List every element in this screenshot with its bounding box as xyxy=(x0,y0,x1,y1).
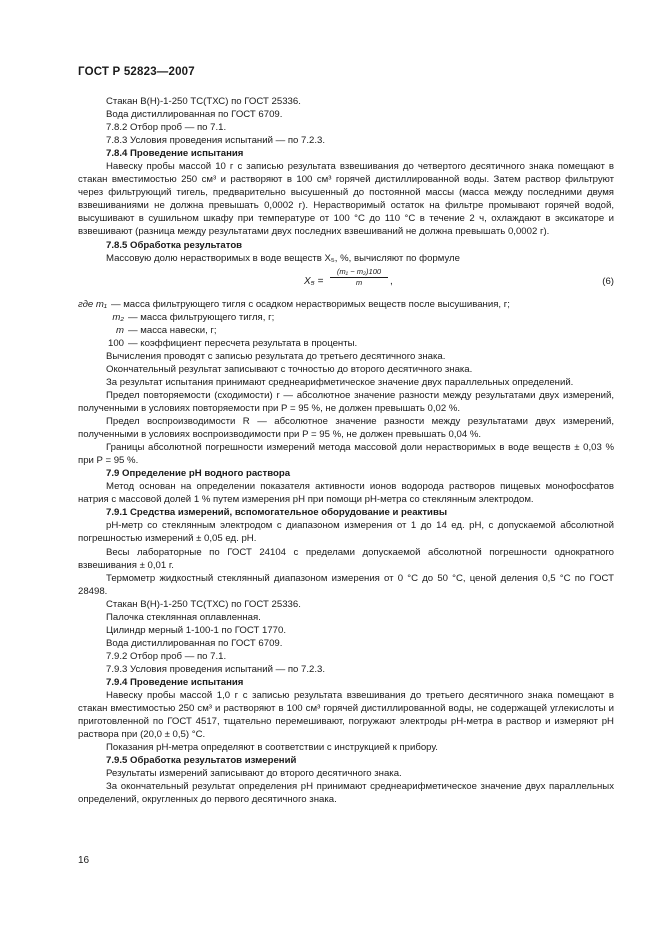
definition-term: m₂ xyxy=(112,311,124,323)
section-line: 7.8.3 Условия проведения испытаний — по 7.2.3. xyxy=(106,135,326,147)
definition-row xyxy=(78,324,614,337)
paragraph: Термометр жидкостный стеклянный диапазоном измерения от 0 °С до 50 °С, ценой деления 0,5 °С по ГОСТ 28498. xyxy=(78,572,614,597)
equipment-line: Цилиндр мерный 1-100-1 по ГОСТ 1770. xyxy=(106,624,286,636)
section-heading: 7.9 Определение рН водного раствора xyxy=(106,468,291,480)
equipment-line: Вода дистиллированная по ГОСТ 6709. xyxy=(106,637,283,649)
section-line: 7.9.2 Отбор проб — по 7.1. xyxy=(106,650,227,662)
definition-text: — масса фильтрующего тигля, г; xyxy=(128,311,275,323)
definition-row xyxy=(78,311,614,324)
equation-number: (6) xyxy=(602,275,614,287)
definition-row xyxy=(78,337,614,350)
paragraph: Навеску пробы массой 10 г с записью результата взвешивания до четвертого десятичного знака помещают в стакан вместимостью 250 см³ и растворяют в 100 см³ горячей дистиллированной воды. Затем раствор фильтруют через фильтрующий тигель, предварительно высушенный до постоянной массы (масса между последними двумя взвешиваниями не должна превышать 0,0002 г). Нерастворимый остаток на фильтре промывают горячей водой, высушивают в сушильном шкафу при температуре от 100 °С до 110 °С в течение 2 ч, охлаждают в эксикаторе и взвешивают (разница между результатами двух последних взвешиваний не должна превышать 0,0002 г). xyxy=(78,161,614,238)
section-heading: 7.8.4 Проведение испытания xyxy=(106,148,244,160)
section-heading: 7.8.5 Обработка результатов xyxy=(106,239,243,251)
paragraph: Весы лабораторные по ГОСТ 24104 с пределами допускаемой абсолютной погрешности однократного взвешивания ± 0,01 г. xyxy=(78,546,614,571)
formula-tail: , xyxy=(390,275,393,287)
formula-lhs: X₅ = xyxy=(304,275,324,287)
formula-6 xyxy=(78,266,614,296)
definition-text: — масса фильтрующего тигля с осадком нерастворимых веществ после высушивания, г; xyxy=(110,298,510,310)
paragraph: Навеску пробы массой 1,0 г с записью результата взвешивания до третьего десятичного знака помещают в стакан вместимостью 250 см³ и растворяют в 100 см³ горячей дистиллированной воды, не содержащей углекислоты и приготовленной по ГОСТ 4517, тщательно перемешивают, погружают электроды рН-метра в раствор и измеряют рН раствора при (20,0 ± 0,5) °С. xyxy=(78,690,614,741)
paragraph: Метод основан на определении показателя активности ионов водорода растворов пищевых монофосфатов натрия с массовой долей 1 % путем измерения рН при помощи рН-метра со стеклянным электродом. xyxy=(78,481,614,506)
paragraph: Вычисления проводят с записью результата до третьего десятичного знака. xyxy=(106,350,446,362)
definition-term: где m₁ xyxy=(78,298,107,310)
definition-row xyxy=(78,298,614,311)
section-heading: 7.9.5 Обработка результатов измерений xyxy=(106,755,297,767)
definition-term: m xyxy=(116,324,124,336)
equipment-line: Стакан В(Н)-1-250 ТС(ТХС) по ГОСТ 25336. xyxy=(106,598,301,610)
paragraph: Границы абсолютной погрешности измерений метода массовой доли нерастворимых в воде веществ ± 0,03 % при P = 95 %. xyxy=(78,442,614,467)
formula-numerator: (m₁ − m₂)100 xyxy=(330,267,388,278)
page-content xyxy=(78,95,614,806)
equipment-line: Вода дистиллированная по ГОСТ 6709. xyxy=(106,109,283,121)
section-heading: 7.9.1 Средства измерений, вспомогательное оборудование и реактивы xyxy=(106,507,448,519)
formula-fraction xyxy=(330,267,388,288)
definition-text: — коэффициент пересчета результата в проценты. xyxy=(128,337,358,349)
definition-text: — масса навески, г; xyxy=(128,324,217,336)
standard-header: ГОСТ Р 52823—2007 xyxy=(78,66,195,78)
formula-denominator: m xyxy=(355,277,363,287)
paragraph: За окончательный результат определения рН принимают среднеарифметическое значение двух параллельных определений, округленных до первого десятичного знака. xyxy=(78,781,614,806)
section-line: 7.8.2 Отбор проб — по 7.1. xyxy=(106,122,227,134)
paragraph: Предел повторяемости (сходимости) r — абсолютное значение разности между результатами двух измерений, полученными в условиях повторяемости при P = 95 %, не должен превышать 0,02 %. xyxy=(78,389,614,414)
paragraph: Окончательный результат записывают с точностью до второго десятичного знака. xyxy=(106,363,473,375)
paragraph: За результат испытания принимают среднеарифметическое значение двух параллельных определений. xyxy=(106,376,574,388)
section-line: 7.9.3 Условия проведения испытаний — по 7.2.3. xyxy=(106,663,326,675)
definition-term: 100 xyxy=(107,337,124,349)
variable-definitions xyxy=(78,298,614,350)
paragraph: Массовую долю нерастворимых в воде веществ X₅, %, вычисляют по формуле xyxy=(106,252,460,264)
page-number: 16 xyxy=(78,855,90,866)
paragraph: Показания рН-метра определяют в соответствии с инструкцией к прибору. xyxy=(106,742,438,754)
equipment-line: Стакан В(Н)-1-250 ТС(ТХС) по ГОСТ 25336. xyxy=(106,96,301,107)
section-heading: 7.9.4 Проведение испытания xyxy=(106,676,244,688)
paragraph: рН-метр со стеклянным электродом с диапазоном измерения от 1 до 14 ед. рН, с допускаемой абсолютной погрешностью измерений ± 0,05 ед. рН. xyxy=(78,520,614,545)
paragraph: Предел воспроизводимости R — абсолютное значение разности между результатами двух измерений, полученными в условиях воспроизводимости при P = 95 %, не должен превышать 0,04 %. xyxy=(78,416,614,441)
equipment-line: Палочка стеклянная оплавленная. xyxy=(106,611,261,623)
paragraph: Результаты измерений записывают до второго десятичного знака. xyxy=(106,768,402,780)
